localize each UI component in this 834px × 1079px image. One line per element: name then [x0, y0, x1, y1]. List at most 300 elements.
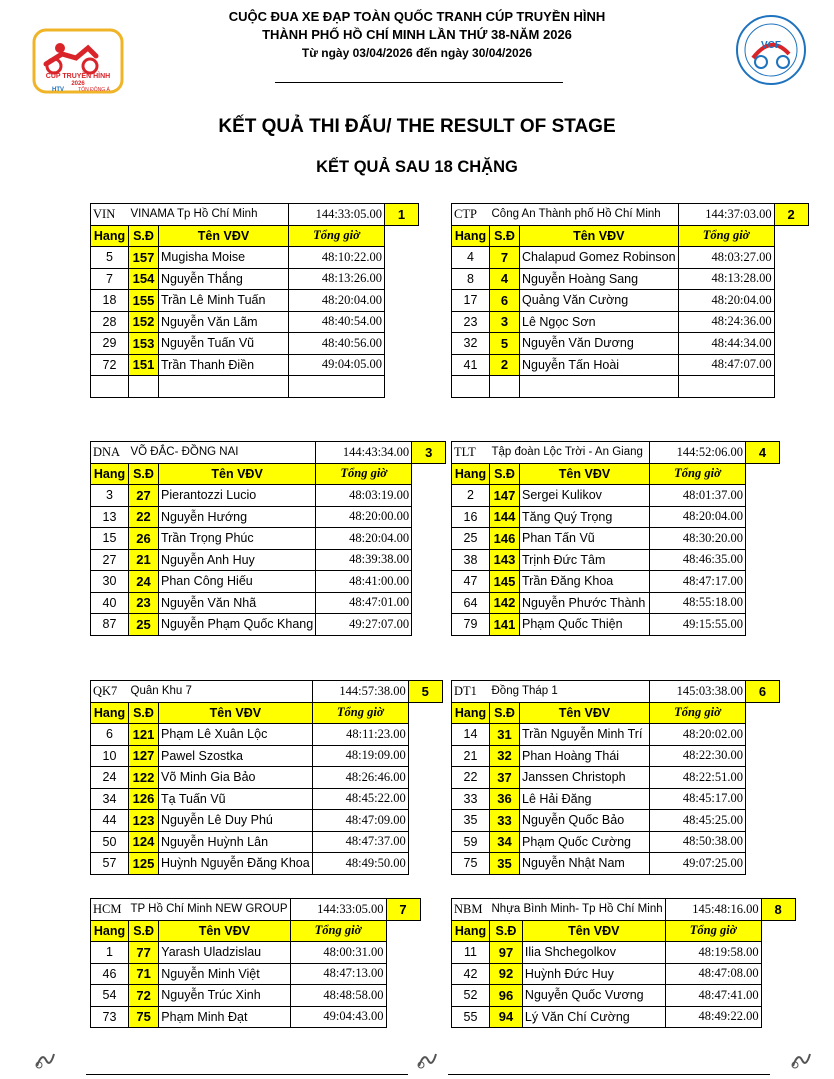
rider-row — [452, 1006, 796, 1028]
rider-bib — [490, 376, 520, 398]
rider-row — [91, 942, 421, 964]
rider-name — [520, 376, 679, 398]
rider-rank: 42 — [452, 963, 490, 985]
rider-row — [91, 788, 443, 810]
rider-name: Nguyễn Huỳnh Lân — [159, 831, 313, 853]
rider-time: 48:50:38.00 — [650, 831, 746, 853]
team-code: DNA — [91, 442, 129, 464]
rider-name: Phạm Minh Đạt — [159, 1006, 290, 1028]
rider-bib: 5 — [490, 333, 520, 355]
col-rank-header: Hang — [452, 702, 490, 724]
rider-bib: 75 — [129, 1006, 159, 1028]
rider-bib: 126 — [129, 788, 159, 810]
rider-time: 49:04:05.00 — [289, 354, 385, 376]
rider-time: 48:49:50.00 — [312, 853, 408, 875]
team-rank: 5 — [408, 681, 442, 703]
rider-name: Nguyễn Thắng — [159, 268, 289, 290]
rider-time: 48:03:27.00 — [678, 247, 774, 269]
team-total-time: 144:33:05.00 — [289, 204, 385, 226]
rider-rank: 10 — [91, 745, 129, 767]
rider-bib: 24 — [129, 571, 159, 593]
rider-rank: 64 — [452, 592, 490, 614]
rider-rank: 28 — [91, 311, 129, 333]
rider-row — [91, 614, 446, 636]
rider-name — [159, 376, 289, 398]
page-subtitle: KẾT QUẢ SAU 18 CHẶNG — [316, 158, 518, 176]
rider-bib: 145 — [490, 571, 520, 593]
rider-row — [91, 247, 419, 269]
rider-time: 48:47:09.00 — [312, 810, 408, 832]
rider-rank: 34 — [91, 788, 129, 810]
team-name: Công An Thành phố Hồ Chí Minh — [490, 204, 679, 226]
team-name: VÕ ĐẮC- ĐỒNG NAI — [129, 442, 316, 464]
rider-row — [452, 528, 780, 550]
rider-row — [452, 745, 780, 767]
team-table — [90, 203, 419, 398]
footer-logo-icon — [790, 1050, 812, 1075]
rider-row — [452, 810, 780, 832]
rider-row — [452, 333, 809, 355]
team-total-time: 145:03:38.00 — [650, 681, 746, 703]
rider-time: 48:20:00.00 — [316, 506, 412, 528]
col-name-header: Tên VĐV — [520, 225, 679, 247]
rider-bib: 127 — [129, 745, 159, 767]
header-divider — [275, 82, 563, 83]
team-name: Nhựa Bình Minh- Tp Hồ Chí Minh — [490, 899, 666, 921]
rider-bib: 157 — [129, 247, 159, 269]
footer-logo-icon — [416, 1050, 438, 1075]
rider-bib: 31 — [490, 724, 520, 746]
team-rank: 3 — [412, 442, 446, 464]
team-header-row — [452, 442, 780, 464]
rider-row — [452, 311, 809, 333]
event-header — [0, 8, 834, 62]
rider-bib: 92 — [490, 963, 523, 985]
rider-name: Phạm Lê Xuân Lộc — [159, 724, 313, 746]
rider-time: 48:20:04.00 — [316, 528, 412, 550]
rider-row — [91, 528, 446, 550]
svg-text:2026: 2026 — [71, 81, 85, 87]
rider-time: 48:40:54.00 — [289, 311, 385, 333]
rider-row — [91, 354, 419, 376]
rider-row — [452, 614, 780, 636]
rider-bib: 152 — [129, 311, 159, 333]
rider-row — [452, 592, 780, 614]
rider-name: Tạ Tuấn Vũ — [159, 788, 313, 810]
rider-rank: 23 — [452, 311, 490, 333]
rider-time: 48:30:20.00 — [650, 528, 746, 550]
rider-name: Trần Thanh Điền — [159, 354, 289, 376]
rider-row — [452, 853, 780, 875]
team-header-row — [91, 899, 421, 921]
rider-rank: 41 — [452, 354, 490, 376]
col-name-header: Tên VĐV — [159, 920, 290, 942]
rider-row — [91, 985, 421, 1007]
col-name-header: Tên VĐV — [520, 702, 650, 724]
rider-time: 48:39:38.00 — [316, 549, 412, 571]
page-title: KẾT QUẢ THI ĐẤU/ THE RESULT OF STAGE — [218, 116, 616, 137]
team-name: VINAMA Tp Hồ Chí Minh — [129, 204, 289, 226]
rider-row — [452, 268, 809, 290]
rider-row — [452, 724, 780, 746]
col-bib-header: S.Đ — [129, 225, 159, 247]
footer-line — [448, 1074, 770, 1075]
rider-bib: 141 — [490, 614, 520, 636]
rider-row — [91, 290, 419, 312]
rider-bib: 97 — [490, 942, 523, 964]
rider-time: 48:03:19.00 — [316, 485, 412, 507]
rider-time: 48:24:36.00 — [678, 311, 774, 333]
rider-rank: 18 — [91, 290, 129, 312]
rider-name: Lê Ngọc Sơn — [520, 311, 679, 333]
rider-time: 48:55:18.00 — [650, 592, 746, 614]
rider-time: 48:47:41.00 — [665, 985, 761, 1007]
rider-bib: 153 — [129, 333, 159, 355]
rider-name: Trần Lê Minh Tuấn — [159, 290, 289, 312]
rider-name: Trần Đăng Khoa — [520, 571, 650, 593]
rider-rank: 25 — [452, 528, 490, 550]
rider-time: 48:46:35.00 — [650, 549, 746, 571]
rider-bib: 144 — [490, 506, 520, 528]
svg-text:HTV: HTV — [52, 87, 64, 93]
col-rank-header: Hang — [452, 463, 490, 485]
rider-name: Trịnh Đức Tâm — [520, 549, 650, 571]
rider-bib: 154 — [129, 268, 159, 290]
rider-name: Quảng Văn Cường — [520, 290, 679, 312]
rider-bib: 151 — [129, 354, 159, 376]
col-rank-header: Hang — [91, 920, 129, 942]
team-rank: 8 — [761, 899, 795, 921]
rider-name: Lý Văn Chí Cường — [522, 1006, 665, 1028]
team-table — [451, 898, 796, 1028]
column-header-row — [91, 463, 446, 485]
team-table — [90, 680, 443, 875]
rider-bib: 142 — [490, 592, 520, 614]
rider-row — [91, 724, 443, 746]
rider-rank: 54 — [91, 985, 129, 1007]
rider-row — [91, 853, 443, 875]
rider-bib: 25 — [129, 614, 159, 636]
rider-rank: 79 — [452, 614, 490, 636]
rider-name: Trần Nguyễn Minh Trí — [520, 724, 650, 746]
rider-row — [91, 506, 446, 528]
rider-rank: 35 — [452, 810, 490, 832]
rider-row — [452, 963, 796, 985]
rider-rank: 2 — [452, 485, 490, 507]
rider-row — [452, 354, 809, 376]
team-header-row — [452, 899, 796, 921]
team-rank: 7 — [386, 899, 420, 921]
rider-rank: 33 — [452, 788, 490, 810]
rider-rank: 22 — [452, 767, 490, 789]
rider-name: Nguyễn Anh Huy — [159, 549, 316, 571]
rider-row — [452, 506, 780, 528]
rider-rank: 17 — [452, 290, 490, 312]
rider-name: Yarash Uladzislau — [159, 942, 290, 964]
rider-bib: 37 — [490, 767, 520, 789]
footer-logo-icon — [34, 1050, 56, 1075]
rider-rank: 59 — [452, 831, 490, 853]
rider-bib: 77 — [129, 942, 159, 964]
rider-rank: 11 — [452, 942, 490, 964]
rider-row — [91, 485, 446, 507]
rider-rank: 3 — [91, 485, 129, 507]
rider-bib: 35 — [490, 853, 520, 875]
rider-time: 48:44:34.00 — [678, 333, 774, 355]
rider-rank: 6 — [91, 724, 129, 746]
rider-bib: 7 — [490, 247, 520, 269]
rider-name: Pierantozzi Lucio — [159, 485, 316, 507]
rider-name: Mugisha Moise — [159, 247, 289, 269]
rider-time: 48:47:37.00 — [312, 831, 408, 853]
rider-row — [452, 571, 780, 593]
rider-row — [91, 268, 419, 290]
col-time-header: Tổng giờ — [312, 702, 408, 724]
rider-row — [452, 247, 809, 269]
column-header-row — [91, 702, 443, 724]
team-rank: 1 — [385, 204, 419, 226]
team-total-time: 145:48:16.00 — [665, 899, 761, 921]
col-bib-header: S.Đ — [490, 920, 523, 942]
rider-name: Võ Minh Gia Bảo — [159, 767, 313, 789]
rider-row — [91, 810, 443, 832]
rider-rank: 4 — [452, 247, 490, 269]
team-name: Quân Khu 7 — [129, 681, 313, 703]
column-header-row — [452, 702, 780, 724]
rider-name: Nguyễn Quốc Vương — [522, 985, 665, 1007]
rider-name: Nguyễn Tấn Hoài — [520, 354, 679, 376]
rider-time: 48:47:08.00 — [665, 963, 761, 985]
rider-rank: 14 — [452, 724, 490, 746]
rider-name: Phạm Quốc Cường — [520, 831, 650, 853]
rider-rank: 87 — [91, 614, 129, 636]
rider-rank: 52 — [452, 985, 490, 1007]
rider-time: 48:45:17.00 — [650, 788, 746, 810]
rider-time: 48:20:04.00 — [678, 290, 774, 312]
rider-bib: 27 — [129, 485, 159, 507]
rider-name: Tăng Quý Trọng — [520, 506, 650, 528]
col-time-header: Tổng giờ — [650, 463, 746, 485]
rider-name: Phan Tấn Vũ — [520, 528, 650, 550]
team-code: VIN — [91, 204, 129, 226]
col-time-header: Tổng giờ — [678, 225, 774, 247]
rider-time: 48:47:07.00 — [678, 354, 774, 376]
rider-time: 48:45:25.00 — [650, 810, 746, 832]
rider-bib — [129, 376, 159, 398]
rider-time: 48:26:46.00 — [312, 767, 408, 789]
rider-name: Phạm Quốc Thiện — [520, 614, 650, 636]
rider-bib: 21 — [129, 549, 159, 571]
col-time-header: Tổng giờ — [316, 463, 412, 485]
col-rank-header: Hang — [452, 225, 490, 247]
team-table — [451, 441, 780, 636]
rider-rank: 73 — [91, 1006, 129, 1028]
rider-time: 48:13:28.00 — [678, 268, 774, 290]
rider-row — [91, 767, 443, 789]
team-rank: 2 — [774, 204, 808, 226]
rider-row — [91, 1006, 421, 1028]
rider-rank: 46 — [91, 963, 129, 985]
rider-time: 48:48:58.00 — [290, 985, 386, 1007]
rider-rank: 55 — [452, 1006, 490, 1028]
rider-rank — [91, 376, 129, 398]
rider-name: Phan Hoàng Thái — [520, 745, 650, 767]
rider-name: Nguyễn Văn Nhã — [159, 592, 316, 614]
rider-rank: 32 — [452, 333, 490, 355]
rider-rank: 72 — [91, 354, 129, 376]
rider-time: 49:07:25.00 — [650, 853, 746, 875]
rider-rank: 38 — [452, 549, 490, 571]
rider-rank: 8 — [452, 268, 490, 290]
svg-text:VCF: VCF — [761, 40, 781, 51]
col-rank-header: Hang — [91, 463, 129, 485]
rider-bib: 3 — [490, 311, 520, 333]
rider-time: 48:47:01.00 — [316, 592, 412, 614]
rider-rank: 21 — [452, 745, 490, 767]
col-name-header: Tên VĐV — [522, 920, 665, 942]
rider-time: 48:00:31.00 — [290, 942, 386, 964]
team-header-row — [452, 204, 809, 226]
rider-row — [452, 485, 780, 507]
rider-rank: 13 — [91, 506, 129, 528]
rider-rank: 47 — [452, 571, 490, 593]
col-name-header: Tên VĐV — [159, 225, 289, 247]
team-header-row — [452, 681, 780, 703]
footer-line — [86, 1074, 408, 1075]
col-time-header: Tổng giờ — [665, 920, 761, 942]
rider-name: Nguyễn Phạm Quốc Khang — [159, 614, 316, 636]
rider-name: Nguyễn Minh Việt — [159, 963, 290, 985]
rider-time: 48:20:04.00 — [289, 290, 385, 312]
rider-rank: 24 — [91, 767, 129, 789]
rider-rank: 50 — [91, 831, 129, 853]
rider-name: Nguyễn Hoàng Sang — [520, 268, 679, 290]
rider-time: 49:27:07.00 — [316, 614, 412, 636]
rider-bib: 147 — [490, 485, 520, 507]
rider-row — [91, 311, 419, 333]
rider-name: Nguyễn Lê Duy Phú — [159, 810, 313, 832]
team-code: DT1 — [452, 681, 490, 703]
rider-row — [452, 549, 780, 571]
column-header-row — [452, 463, 780, 485]
rider-bib: 32 — [490, 745, 520, 767]
rider-name: Chalapud Gomez Robinson — [520, 247, 679, 269]
rider-rank: 57 — [91, 853, 129, 875]
team-rank: 4 — [746, 442, 780, 464]
rider-row — [452, 767, 780, 789]
rider-name: Nguyễn Hướng — [159, 506, 316, 528]
team-header-row — [91, 681, 443, 703]
col-bib-header: S.Đ — [129, 702, 159, 724]
svg-text:TÔN ĐÔNG Á: TÔN ĐÔNG Á — [78, 87, 110, 93]
rider-bib: 122 — [129, 767, 159, 789]
team-name: Tập đoàn Lộc Trời - An Giang — [490, 442, 650, 464]
column-header-row — [91, 225, 419, 247]
rider-name: Nguyễn Văn Lãm — [159, 311, 289, 333]
rider-bib: 155 — [129, 290, 159, 312]
team-rank: 6 — [746, 681, 780, 703]
rider-row — [91, 571, 446, 593]
column-header-row — [452, 225, 809, 247]
rider-time — [289, 376, 385, 398]
rider-row — [452, 831, 780, 853]
rider-row — [452, 788, 780, 810]
rider-time: 48:10:22.00 — [289, 247, 385, 269]
rider-name: Phan Công Hiếu — [159, 571, 316, 593]
team-code: NBM — [452, 899, 490, 921]
rider-bib: 23 — [129, 592, 159, 614]
event-edition: THÀNH PHỐ HỒ CHÍ MINH LẦN THỨ 38-NĂM 2026 — [262, 27, 572, 42]
rider-time: 48:49:22.00 — [665, 1006, 761, 1028]
rider-name: Nguyễn Tuấn Vũ — [159, 333, 289, 355]
rider-bib: 143 — [490, 549, 520, 571]
rider-row — [452, 376, 809, 398]
rider-row — [452, 290, 809, 312]
rider-row — [452, 942, 796, 964]
rider-bib: 146 — [490, 528, 520, 550]
team-name: Đồng Tháp 1 — [490, 681, 650, 703]
rider-bib: 125 — [129, 853, 159, 875]
col-time-header: Tổng giờ — [290, 920, 386, 942]
rider-bib: 33 — [490, 810, 520, 832]
rider-bib: 26 — [129, 528, 159, 550]
rider-rank: 27 — [91, 549, 129, 571]
col-bib-header: S.Đ — [490, 463, 520, 485]
rider-name: Nguyễn Trúc Xinh — [159, 985, 290, 1007]
event-dates: Từ ngày 03/04/2026 đến ngày 30/04/2026 — [301, 46, 533, 60]
rider-time: 48:20:02.00 — [650, 724, 746, 746]
col-name-header: Tên VĐV — [159, 702, 313, 724]
rider-bib: 96 — [490, 985, 523, 1007]
team-table — [90, 898, 421, 1028]
rider-bib: 124 — [129, 831, 159, 853]
rider-name: Lê Hải Đăng — [520, 788, 650, 810]
col-bib-header: S.Đ — [490, 702, 520, 724]
team-total-time: 144:43:34.00 — [316, 442, 412, 464]
rider-bib: 22 — [129, 506, 159, 528]
rider-name: Nguyễn Nhật Nam — [520, 853, 650, 875]
team-code: TLT — [452, 442, 490, 464]
rider-time: 48:40:56.00 — [289, 333, 385, 355]
rider-name: Nguyễn Văn Dương — [520, 333, 679, 355]
rider-time: 48:41:00.00 — [316, 571, 412, 593]
col-rank-header: Hang — [91, 702, 129, 724]
col-time-header: Tổng giờ — [289, 225, 385, 247]
rider-time: 48:01:37.00 — [650, 485, 746, 507]
rider-name: Janssen Christoph — [520, 767, 650, 789]
rider-bib: 71 — [129, 963, 159, 985]
rider-time: 49:04:43.00 — [290, 1006, 386, 1028]
rider-time: 48:22:51.00 — [650, 767, 746, 789]
team-total-time: 144:52:06.00 — [650, 442, 746, 464]
team-code: CTP — [452, 204, 490, 226]
rider-rank: 29 — [91, 333, 129, 355]
rider-bib: 94 — [490, 1006, 523, 1028]
rider-name: Huỳnh Nguyễn Đăng Khoa — [159, 853, 313, 875]
col-rank-header: Hang — [452, 920, 490, 942]
rider-time: 48:11:23.00 — [312, 724, 408, 746]
team-header-row — [91, 442, 446, 464]
team-name: TP Hồ Chí Minh NEW GROUP — [129, 899, 291, 921]
rider-bib: 4 — [490, 268, 520, 290]
rider-row — [91, 963, 421, 985]
rider-bib: 72 — [129, 985, 159, 1007]
rider-rank: 75 — [452, 853, 490, 875]
col-name-header: Tên VĐV — [520, 463, 650, 485]
rider-name: Pawel Szostka — [159, 745, 313, 767]
rider-row — [452, 985, 796, 1007]
rider-time: 48:19:09.00 — [312, 745, 408, 767]
